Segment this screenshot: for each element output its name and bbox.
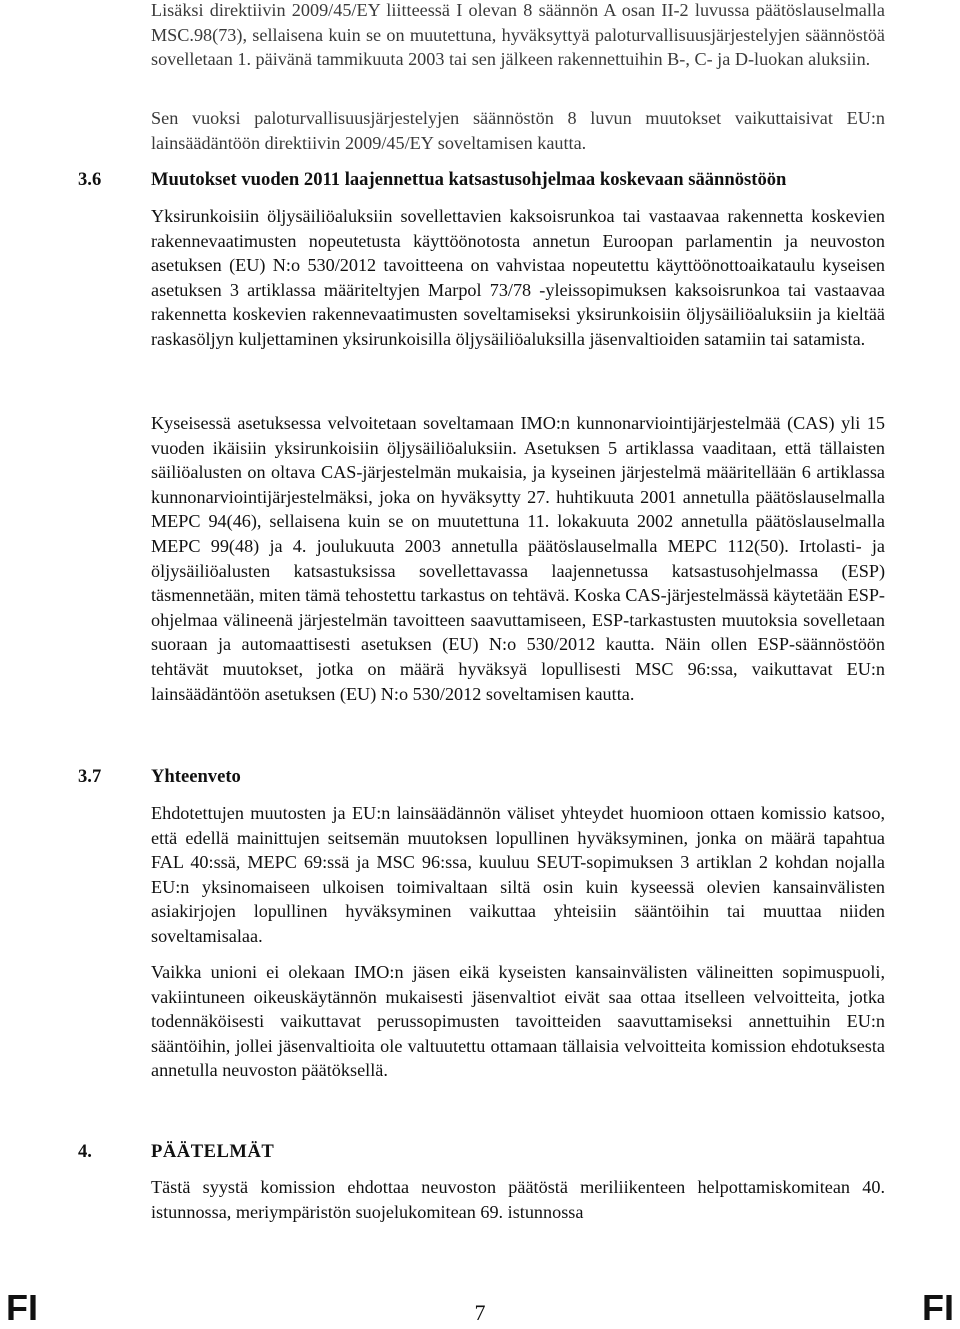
page-number: 7 [474, 1300, 486, 1325]
paragraph-directive-fire-safety: Lisäksi direktiivin 2009/45/EY liitteessä I olevan 8 säännön A osan II-2 luvussa päätöslauselmalla MSC.98(73), sellaisena kuin se on muutettuna, hyväksyttyä paloturvallisuusjärjestelyjen säännöstöä sovelletaan 1. päivänä tammikuuta 2003 tai sen jälkeen rakennettuihin B-, C- ja D-luokan aluksiin. [151, 0, 885, 70]
paragraph-conclusions: Tästä syystä komission ehdottaa neuvoston päätöstä meriliikenteen helpottamiskomitean 40. istunnossa, meriympäristön suojelukomitean 69. istunnossa [151, 1177, 885, 1222]
paragraph-imo-membership: Vaikka unioni ei olekaan IMO:n jäsen eikä kyseisten kansainvälisten välineitten sopimuspuoli, vakiintuneen oikeuskäytännön mukaisesti jäsenvaltiot eivät saa ottaa itselleen velvoitteita, jotka todennäköisesti vaikuttavat perussopimusten tavoitteiden saavuttamiseksi annettuihin EU:n sääntöihin, jollei jäsenvaltioita ole valtuutettu ottamaan tällaisia velvoitteita komission ehdotuksesta annetulla neuvoston päätöksellä. [151, 962, 885, 1081]
paragraph-fire-safety-consequence: Sen vuoksi paloturvallisuusjärjestelyjen säännöstön 8 luvun muutokset vaikuttaisivat EU:n lainsäädäntöön direktiivin 2009/45/EY soveltamisen kautta. [151, 108, 885, 153]
footer-language-right: FI [922, 1287, 954, 1328]
paragraph-summary-competence: Ehdotettujen muutosten ja EU:n lainsäädännön väliset yhteydet huomioon ottaen komissio katsoo, että edellä mainittujen seitsemän muutoksen lopullinen hyväksyminen, jonka on määrä tapahtua FAL 40:ssä, MEPC 69:ssä ja MSC 96:ssa, kuuluu SEUT-sopimuksen 3 artiklan 2 kohdan nojalla EU:n yksinomaiseen ulkoisen toimivaltaan siltä osin kuin kyseessä olevien kansainvälisten asiakirjojen lopullinen hyväksyminen vaikuttaa yhteisiin sääntöihin tai muuttaa niiden soveltamisalaa. [151, 803, 885, 946]
section-heading-3-6: Muutokset vuoden 2011 laajennettua katsastusohjelmaa koskevaan säännöstöön [151, 169, 787, 190]
section-number-3-6: 3.6 [78, 169, 102, 190]
section-heading-3-7: Yhteenveto [151, 766, 241, 787]
footer-language-left: FI [6, 1287, 38, 1328]
section-number-3-7: 3.7 [78, 766, 102, 787]
section-heading-4: PÄÄTELMÄT [151, 1141, 275, 1162]
paragraph-cas-esp: Kyseisessä asetuksessa velvoitetaan soveltamaan IMO:n kunnonarviointijärjestelmää (CAS) yli 15 vuoden ikäisiin yksirunkoisiin öljysäiliöaluksiin. Asetuksen 5 artiklassa vaaditaan, että tällaisten säiliöalusten on oltava CAS-järjestelmän mukaisia, ja kyseinen järjestelmä määritellään 6 artiklassa kunnonarviointijärjestelmäksi, joka on hyväksytty 27. huhtikuuta 2001 annetulla päätöslauselmalla MEPC 94(46), sellaisena kuin se on muutettuna 11. lokakuuta 2002 annetulla päätöslauselmalla MEPC 99(48) ja 4. joulukuuta 2003 annetulla päätöslauselmalla MEPC 112(50). Irtolasti- ja öljysäiliöalusten katsastuksissa sovellettavassa laajennetussa katsastusohjelmassa (ESP) täsmennetään, miten tämä tehostettu tarkastus on tehtävä. Koska CAS-järjestelmässä käytetään ESP-ohjelmaa välineenä järjestelmän tavoitteen saavuttamiseen, ESP-tarkastusten muutoksia sovelletaan suoraan ja automaattisesti asetuksen (EU) N:o 530/2012 kautta. Näin ollen ESP-säännöstöön tehtävät muutokset, jotka on määrä hyväksyä lopullisesti MSC 96:ssa, vaikuttavat EU:n lainsäädäntöön asetuksen (EU) N:o 530/2012 soveltamisen kautta. [151, 413, 885, 704]
section-number-4: 4. [78, 1141, 92, 1162]
paragraph-single-hull-tankers: Yksirunkoisiin öljysäiliöaluksiin sovellettavien kaksoisrunkoa tai vastaavaa rakennetta koskevien rakennevaatimusten nopeutetusta käyttöönotosta annetun Euroopan parlamentin ja neuvoston asetuksen (EU) N:o 530/2012 tavoitteena on vahvistaa nopeutettu käyttöönottoaikataulu kyseisen asetuksen 3 artiklassa määriteltyjen Marpol 73/78 -yleissopimuksen kaksoisrunkoa tai vastaavaa rakennetta koskevien rakennevaatimusten soveltamiseksi yksirunkoisiin öljysäiliöaluksiin ja kieltää raskasöljyn kuljettaminen yksirunkoisilla öljysäiliöaluksilla jäsenvaltioiden satamiin tai satamista. [151, 206, 885, 349]
